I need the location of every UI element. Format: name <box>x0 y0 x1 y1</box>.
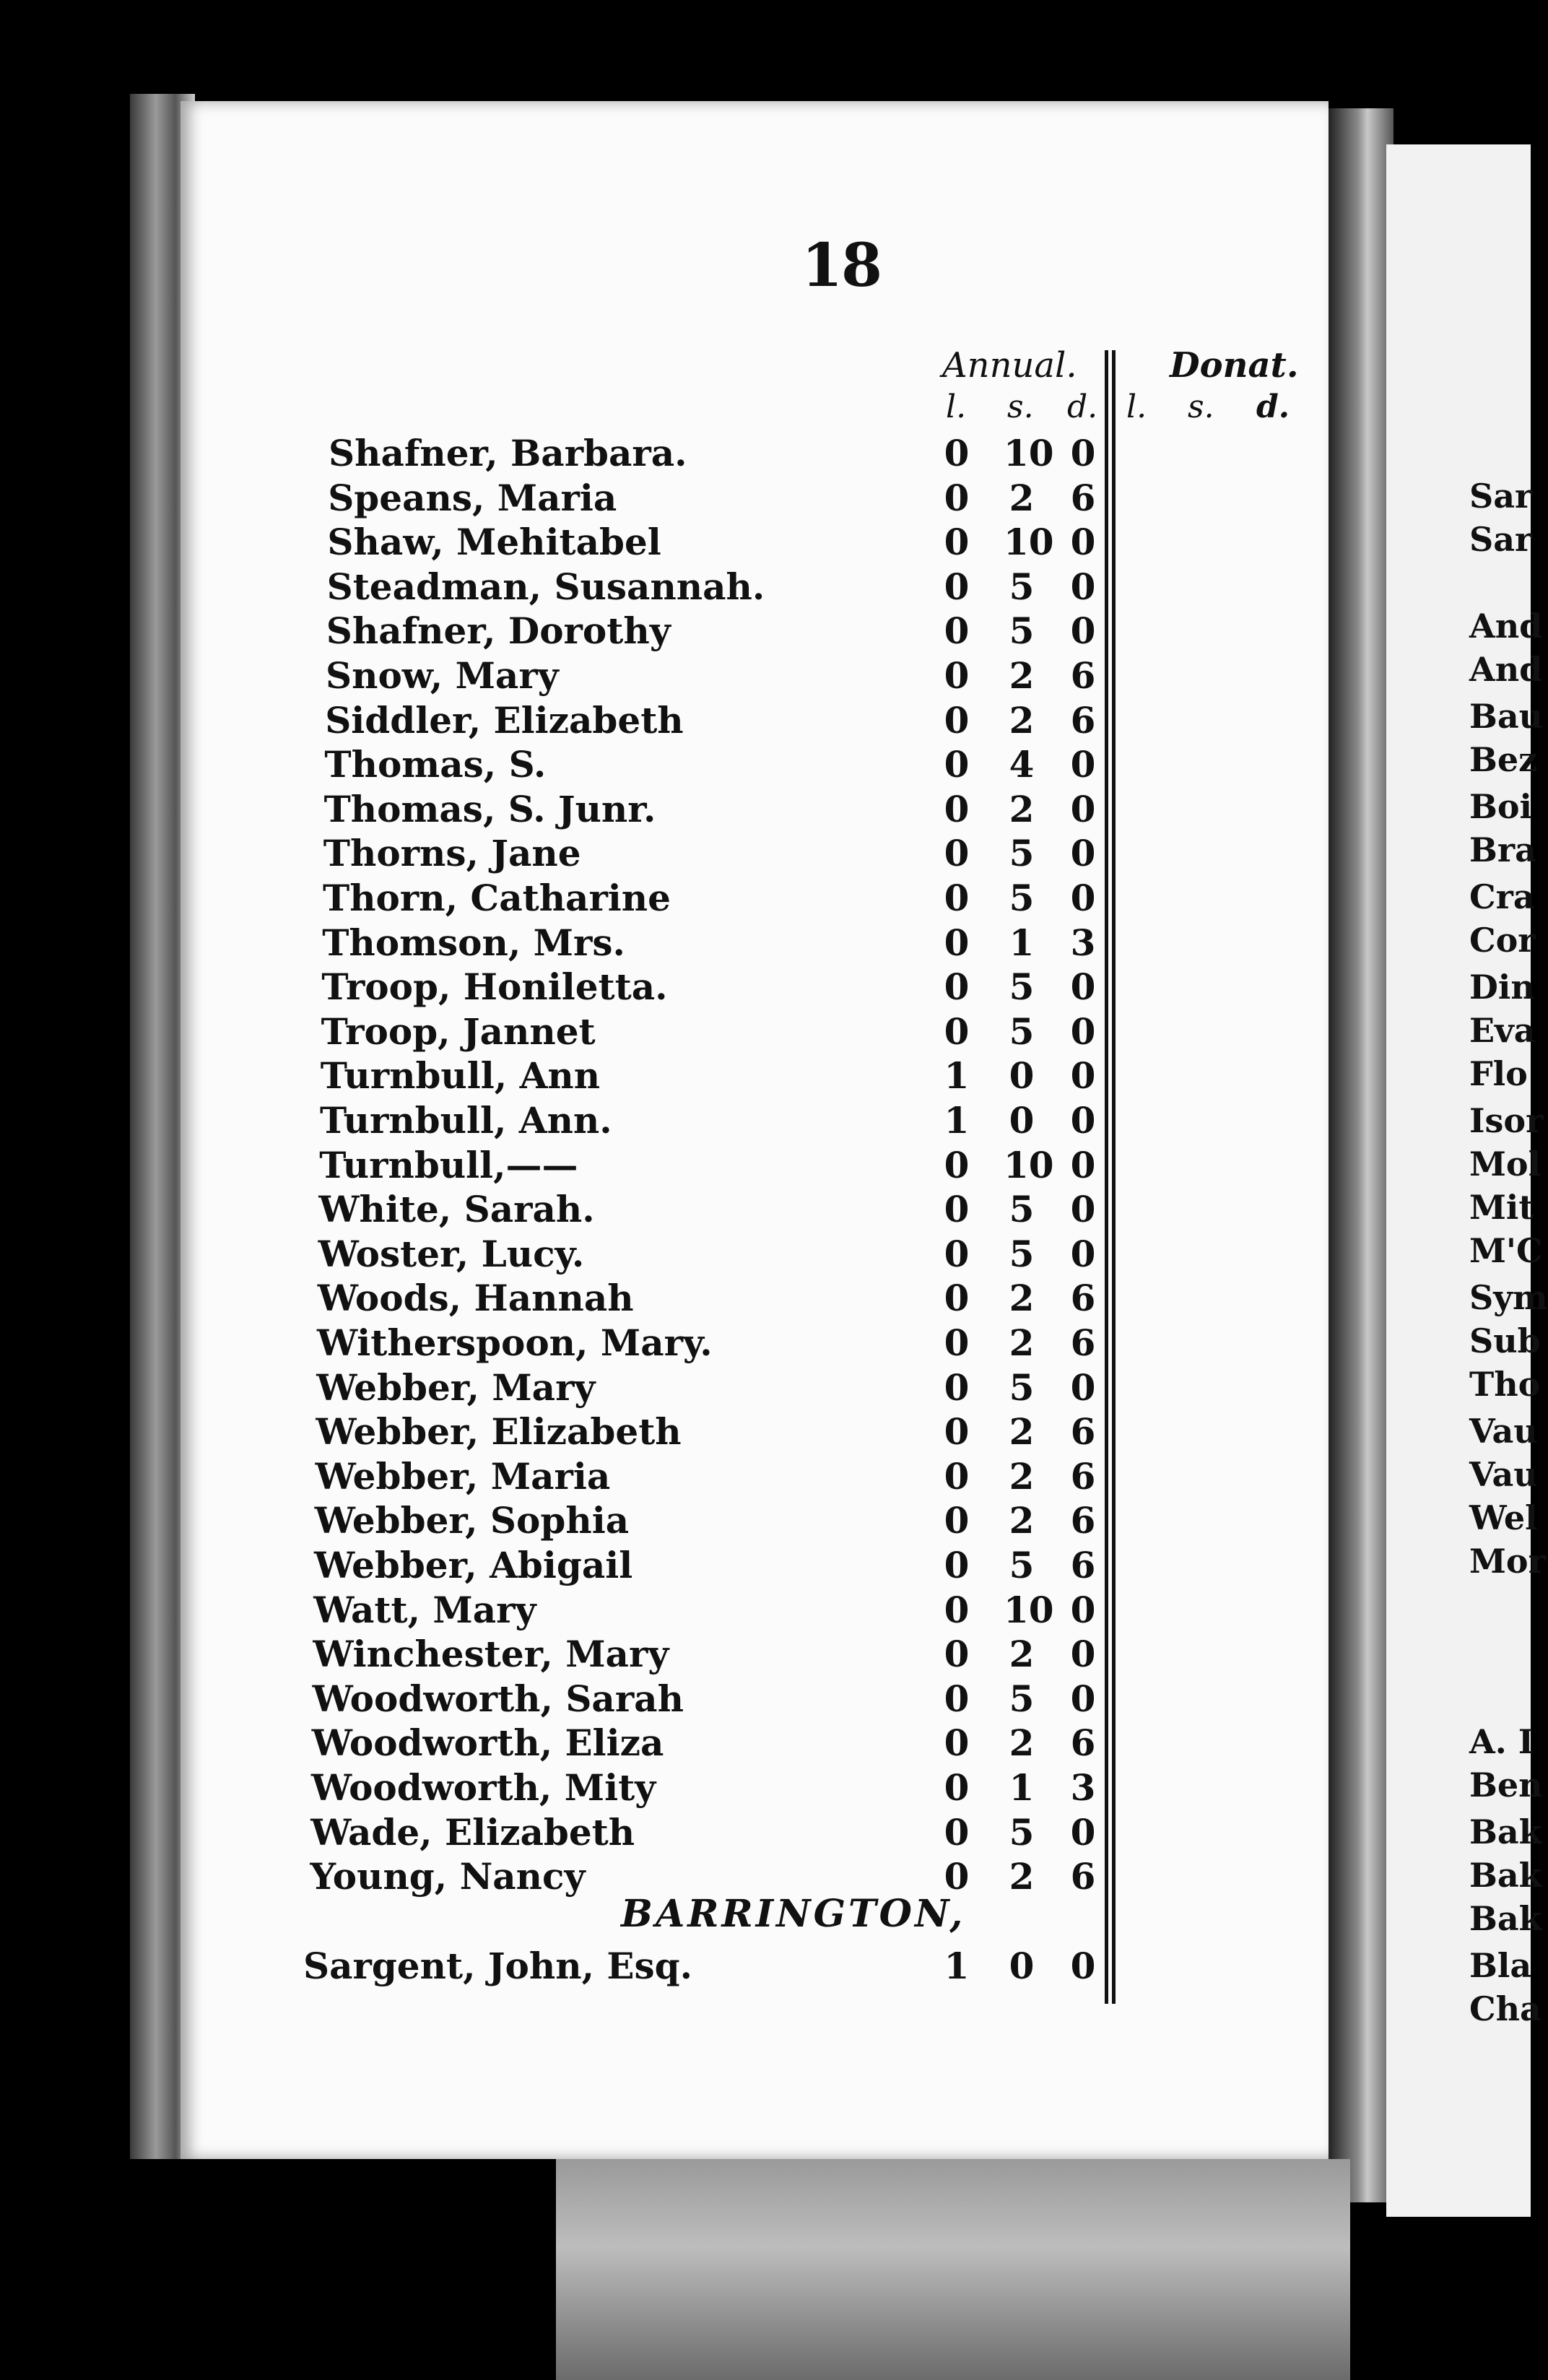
annual-unit-s: s. <box>1007 388 1034 425</box>
amount-d: 0 <box>1070 1810 1096 1854</box>
amount-d: 0 <box>1070 877 1096 919</box>
amount-s: 0 <box>1009 1054 1035 1098</box>
subscriber-name: Siddler, Elizabeth <box>325 698 684 742</box>
amount-s: 5 <box>1009 1009 1035 1053</box>
amount-d: 0 <box>1070 1143 1096 1186</box>
amount-s: 2 <box>1009 1721 1035 1765</box>
facing-page-line: A. I <box>1469 1722 1534 1761</box>
amount-d: 0 <box>1070 832 1096 875</box>
amount-l: 0 <box>944 698 970 742</box>
list-item <box>0 1054 1148 1099</box>
facing-page-line: Vau <box>1469 1455 1538 1494</box>
amount-s: 5 <box>1009 1365 1035 1409</box>
subscriber-name: Turnbull, Ann <box>320 1054 601 1098</box>
amount-s: 2 <box>1009 1277 1035 1320</box>
amount-l: 0 <box>944 787 970 830</box>
amount-d: 0 <box>1070 1365 1096 1409</box>
amount-d: 6 <box>1070 1855 1096 1898</box>
subscriber-name: Thomas, S. <box>324 743 547 786</box>
donation-column-header: Donat. <box>1170 345 1299 386</box>
amount-d: 0 <box>1070 1054 1096 1098</box>
list-item <box>0 1589 1148 1633</box>
facing-page-line: Sar <box>1469 477 1533 516</box>
amount-l: 0 <box>944 743 970 786</box>
facing-page-line: Mol <box>1469 1145 1542 1184</box>
amount-d: 3 <box>1070 1766 1096 1809</box>
amount-l: 0 <box>944 1499 970 1542</box>
subscriber-name: Woodworth, Eliza <box>311 1721 664 1765</box>
amount-l: 0 <box>944 1232 970 1275</box>
subscriber-name: Steadman, Susannah. <box>326 565 765 608</box>
facing-page-line: Bak <box>1469 1856 1542 1895</box>
list-item <box>0 1455 1148 1500</box>
amount-l: 0 <box>944 877 970 919</box>
facing-page-line: Flo <box>1469 1054 1528 1093</box>
amount-d: 6 <box>1070 1454 1096 1498</box>
donation-unit-s: s. <box>1188 388 1214 425</box>
annual-column-header: Annual. <box>942 345 1077 386</box>
amount-d: 0 <box>1070 743 1096 786</box>
amount-l: 0 <box>944 432 970 474</box>
facing-page-line: Bra <box>1469 830 1536 869</box>
subscriber-name: Witherspoon, Mary. <box>317 1321 713 1364</box>
amount-l: 0 <box>944 1677 970 1720</box>
amount-d: 6 <box>1070 1410 1096 1454</box>
list-item <box>0 1945 1148 1989</box>
facing-page-line: And <box>1469 650 1543 689</box>
donation-unit-l: l. <box>1126 388 1147 425</box>
list-item <box>0 609 1148 654</box>
list-item <box>0 521 1148 565</box>
amount-s: 2 <box>1009 1633 1035 1676</box>
amount-s: 10 <box>1004 521 1054 564</box>
amount-s: 5 <box>1009 965 1035 1009</box>
amount-d: 0 <box>1070 1677 1096 1720</box>
amount-l: 1 <box>944 1054 970 1098</box>
list-item <box>0 1321 1148 1366</box>
list-item <box>0 1633 1148 1677</box>
amount-l: 0 <box>944 1365 970 1409</box>
amount-d: 6 <box>1070 1277 1096 1320</box>
list-item <box>0 1188 1148 1233</box>
subscriber-name: Webber, Mary <box>316 1365 596 1409</box>
amount-s: 5 <box>1009 1188 1035 1231</box>
list-item <box>0 699 1148 744</box>
amount-l: 0 <box>944 521 970 564</box>
amount-l: 0 <box>944 1188 970 1231</box>
facing-page-line: Wel <box>1469 1498 1538 1537</box>
amount-d: 0 <box>1070 565 1096 608</box>
subscriber-name: Watt, Mary <box>313 1588 536 1631</box>
amount-s: 5 <box>1009 609 1035 653</box>
amount-d: 0 <box>1070 1099 1096 1142</box>
amount-s: 5 <box>1009 1232 1035 1275</box>
list-item <box>0 832 1148 877</box>
facing-page-line: Mor <box>1469 1542 1546 1581</box>
amount-l: 0 <box>944 1766 970 1809</box>
amount-s: 1 <box>1009 921 1035 964</box>
subscriber-name: Young, Nancy <box>310 1855 586 1898</box>
facing-page-line: Bla <box>1469 1946 1532 1985</box>
subscriber-name: Woodworth, Sarah <box>312 1677 684 1720</box>
facing-page-line: Vau <box>1469 1412 1538 1451</box>
amount-s: 2 <box>1009 476 1035 519</box>
amount-s: 2 <box>1009 1499 1035 1542</box>
list-item <box>0 1010 1148 1055</box>
amount-l: 0 <box>944 1633 970 1676</box>
facing-page-line: Sar <box>1469 520 1533 559</box>
facing-page-line: Isor <box>1469 1101 1544 1140</box>
amount-l: 0 <box>944 1544 970 1586</box>
amount-d: 6 <box>1070 1499 1096 1542</box>
amount-s: 2 <box>1009 698 1035 742</box>
list-item <box>0 432 1148 477</box>
list-item <box>0 1233 1148 1277</box>
subscriber-name: Troop, Jannet <box>321 1009 596 1053</box>
amount-l: 0 <box>944 832 970 875</box>
list-item <box>0 1410 1148 1455</box>
facing-page-line: Sym <box>1469 1278 1548 1317</box>
donation-unit-d: d. <box>1256 388 1290 425</box>
amount-d: 0 <box>1070 609 1096 653</box>
amount-l: 0 <box>944 1588 970 1631</box>
book-bottom-edge <box>556 2159 1350 2380</box>
list-item <box>0 1277 1148 1321</box>
list-item <box>0 1811 1148 1856</box>
subscriber-name: Speans, Maria <box>328 476 617 519</box>
amount-l: 0 <box>944 1721 970 1765</box>
amount-d: 6 <box>1070 698 1096 742</box>
facing-page-line: Cor <box>1469 921 1536 960</box>
amount-l: 0 <box>944 1810 970 1854</box>
amount-s: 2 <box>1009 787 1035 830</box>
list-item <box>0 1544 1148 1589</box>
subscriber-name: Turnbull,—— <box>319 1143 578 1186</box>
amount-l: 0 <box>944 1321 970 1364</box>
subscriber-name: Woodworth, Mity <box>311 1766 656 1809</box>
facing-page-line: Din <box>1469 968 1535 1007</box>
amount-l: 0 <box>944 609 970 653</box>
amount-l: 0 <box>944 654 970 697</box>
amount-s: 2 <box>1009 654 1035 697</box>
facing-page-line: Mit <box>1469 1188 1534 1227</box>
amount-s: 10 <box>1004 1143 1054 1186</box>
amount-s: 2 <box>1009 1454 1035 1498</box>
amount-l: 0 <box>944 921 970 964</box>
list-item <box>0 921 1148 966</box>
amount-l: 0 <box>944 1410 970 1454</box>
facing-page-line: Bak <box>1469 1899 1542 1938</box>
subscriber-name: Webber, Maria <box>315 1454 611 1498</box>
subscriber-name: Webber, Sophia <box>314 1499 630 1542</box>
list-item <box>0 565 1148 610</box>
amount-d: 0 <box>1070 1633 1096 1676</box>
facing-page-line: And <box>1469 607 1543 646</box>
list-item <box>0 1677 1148 1722</box>
amount-s: 2 <box>1009 1410 1035 1454</box>
amount-d: 0 <box>1070 1588 1096 1631</box>
facing-page-line: Bau <box>1469 697 1544 736</box>
amount-d: 0 <box>1070 1232 1096 1275</box>
annual-unit-l: l. <box>946 388 967 425</box>
amount-s: 0 <box>1009 1099 1035 1142</box>
amount-l: 0 <box>944 1454 970 1498</box>
amount-s: 5 <box>1009 565 1035 608</box>
subscriber-name: Webber, Elizabeth <box>316 1410 682 1454</box>
amount-s: 2 <box>1009 1855 1035 1898</box>
amount-l: 0 <box>944 1009 970 1053</box>
list-item <box>0 477 1148 521</box>
amount-l: 0 <box>944 565 970 608</box>
list-item <box>0 877 1148 921</box>
subscriber-name: Shafner, Dorothy <box>326 609 671 653</box>
amount-d: 6 <box>1070 654 1096 697</box>
amount-s: 5 <box>1009 877 1035 919</box>
facing-page-line: Tho <box>1469 1365 1541 1404</box>
subscriber-name: Woods, Hannah <box>317 1277 634 1320</box>
facing-page-line: Sub <box>1469 1321 1541 1360</box>
annual-unit-d: d. <box>1067 388 1098 425</box>
subscriber-name: Winchester, Mary <box>313 1633 669 1676</box>
subscriber-name: Thomson, Mrs. <box>322 921 625 964</box>
facing-page-line: Boi <box>1469 787 1533 826</box>
list-item <box>0 1721 1148 1766</box>
list-item <box>0 654 1148 699</box>
facing-page-line: Eva <box>1469 1011 1536 1050</box>
amount-d: 6 <box>1070 1721 1096 1765</box>
amount-l: 0 <box>944 1855 970 1898</box>
amount-d: 0 <box>1070 1945 1096 1987</box>
list-item <box>0 1144 1148 1189</box>
amount-s: 10 <box>1004 1588 1054 1631</box>
amount-l: 1 <box>944 1945 970 1987</box>
facing-page-line: Ben <box>1469 1766 1543 1804</box>
amount-d: 3 <box>1070 921 1096 964</box>
subscriber-name: Turnbull, Ann. <box>320 1099 612 1142</box>
subscriber-name: White, Sarah. <box>318 1188 595 1231</box>
amount-d: 0 <box>1070 965 1096 1009</box>
amount-s: 10 <box>1004 432 1054 474</box>
amount-d: 0 <box>1070 1188 1096 1231</box>
subscriber-name: Snow, Mary <box>326 654 559 697</box>
facing-page-line: Cha <box>1469 1989 1542 2028</box>
amount-d: 6 <box>1070 1321 1096 1364</box>
subscriber-name: Shafner, Barbara. <box>329 432 687 474</box>
subscriber-name: Thorns, Jane <box>323 832 581 875</box>
subscriber-name: Troop, Honiletta. <box>321 965 668 1009</box>
amount-l: 1 <box>944 1099 970 1142</box>
subscriber-name: Thorn, Catharine <box>323 877 671 919</box>
amount-d: 0 <box>1070 521 1096 564</box>
subscriber-name: Woster, Lucy. <box>318 1232 585 1275</box>
page-number: 18 <box>801 231 882 300</box>
subscriber-name: Webber, Abigail <box>314 1544 633 1586</box>
list-item <box>0 1855 1148 1900</box>
amount-s: 5 <box>1009 832 1035 875</box>
amount-d: 0 <box>1070 1009 1096 1053</box>
amount-s: 5 <box>1009 1544 1035 1586</box>
subscriber-name: Thomas, S. Junr. <box>323 787 656 830</box>
subscriber-name: Sargent, John, Esq. <box>303 1945 693 1987</box>
subscriber-name: Shaw, Mehitabel <box>327 521 661 564</box>
facing-page-line: Bak <box>1469 1812 1542 1851</box>
amount-s: 0 <box>1009 1945 1035 1987</box>
list-item <box>0 788 1148 833</box>
amount-l: 0 <box>944 1277 970 1320</box>
facing-page-line: Cra <box>1469 877 1535 916</box>
list-item <box>0 743 1148 788</box>
list-item <box>0 965 1148 1010</box>
facing-page-line: Bez <box>1469 740 1538 779</box>
amount-s: 5 <box>1009 1677 1035 1720</box>
facing-page-line: M'C <box>1469 1231 1543 1270</box>
section-heading: BARRINGTON, <box>621 1892 966 1936</box>
amount-s: 4 <box>1009 743 1035 786</box>
list-item <box>0 1099 1148 1144</box>
amount-l: 0 <box>944 965 970 1009</box>
amount-d: 6 <box>1070 1544 1096 1586</box>
amount-s: 2 <box>1009 1321 1035 1364</box>
amount-l: 0 <box>944 476 970 519</box>
amount-s: 5 <box>1009 1810 1035 1854</box>
amount-s: 1 <box>1009 1766 1035 1809</box>
amount-l: 0 <box>944 1143 970 1186</box>
list-item <box>0 1366 1148 1411</box>
list-item <box>0 1499 1148 1544</box>
amount-d: 0 <box>1070 787 1096 830</box>
list-item <box>0 1766 1148 1811</box>
amount-d: 0 <box>1070 432 1096 474</box>
book-spine <box>1329 108 1393 2202</box>
amount-d: 6 <box>1070 476 1096 519</box>
subscriber-name: Wade, Elizabeth <box>310 1810 635 1854</box>
